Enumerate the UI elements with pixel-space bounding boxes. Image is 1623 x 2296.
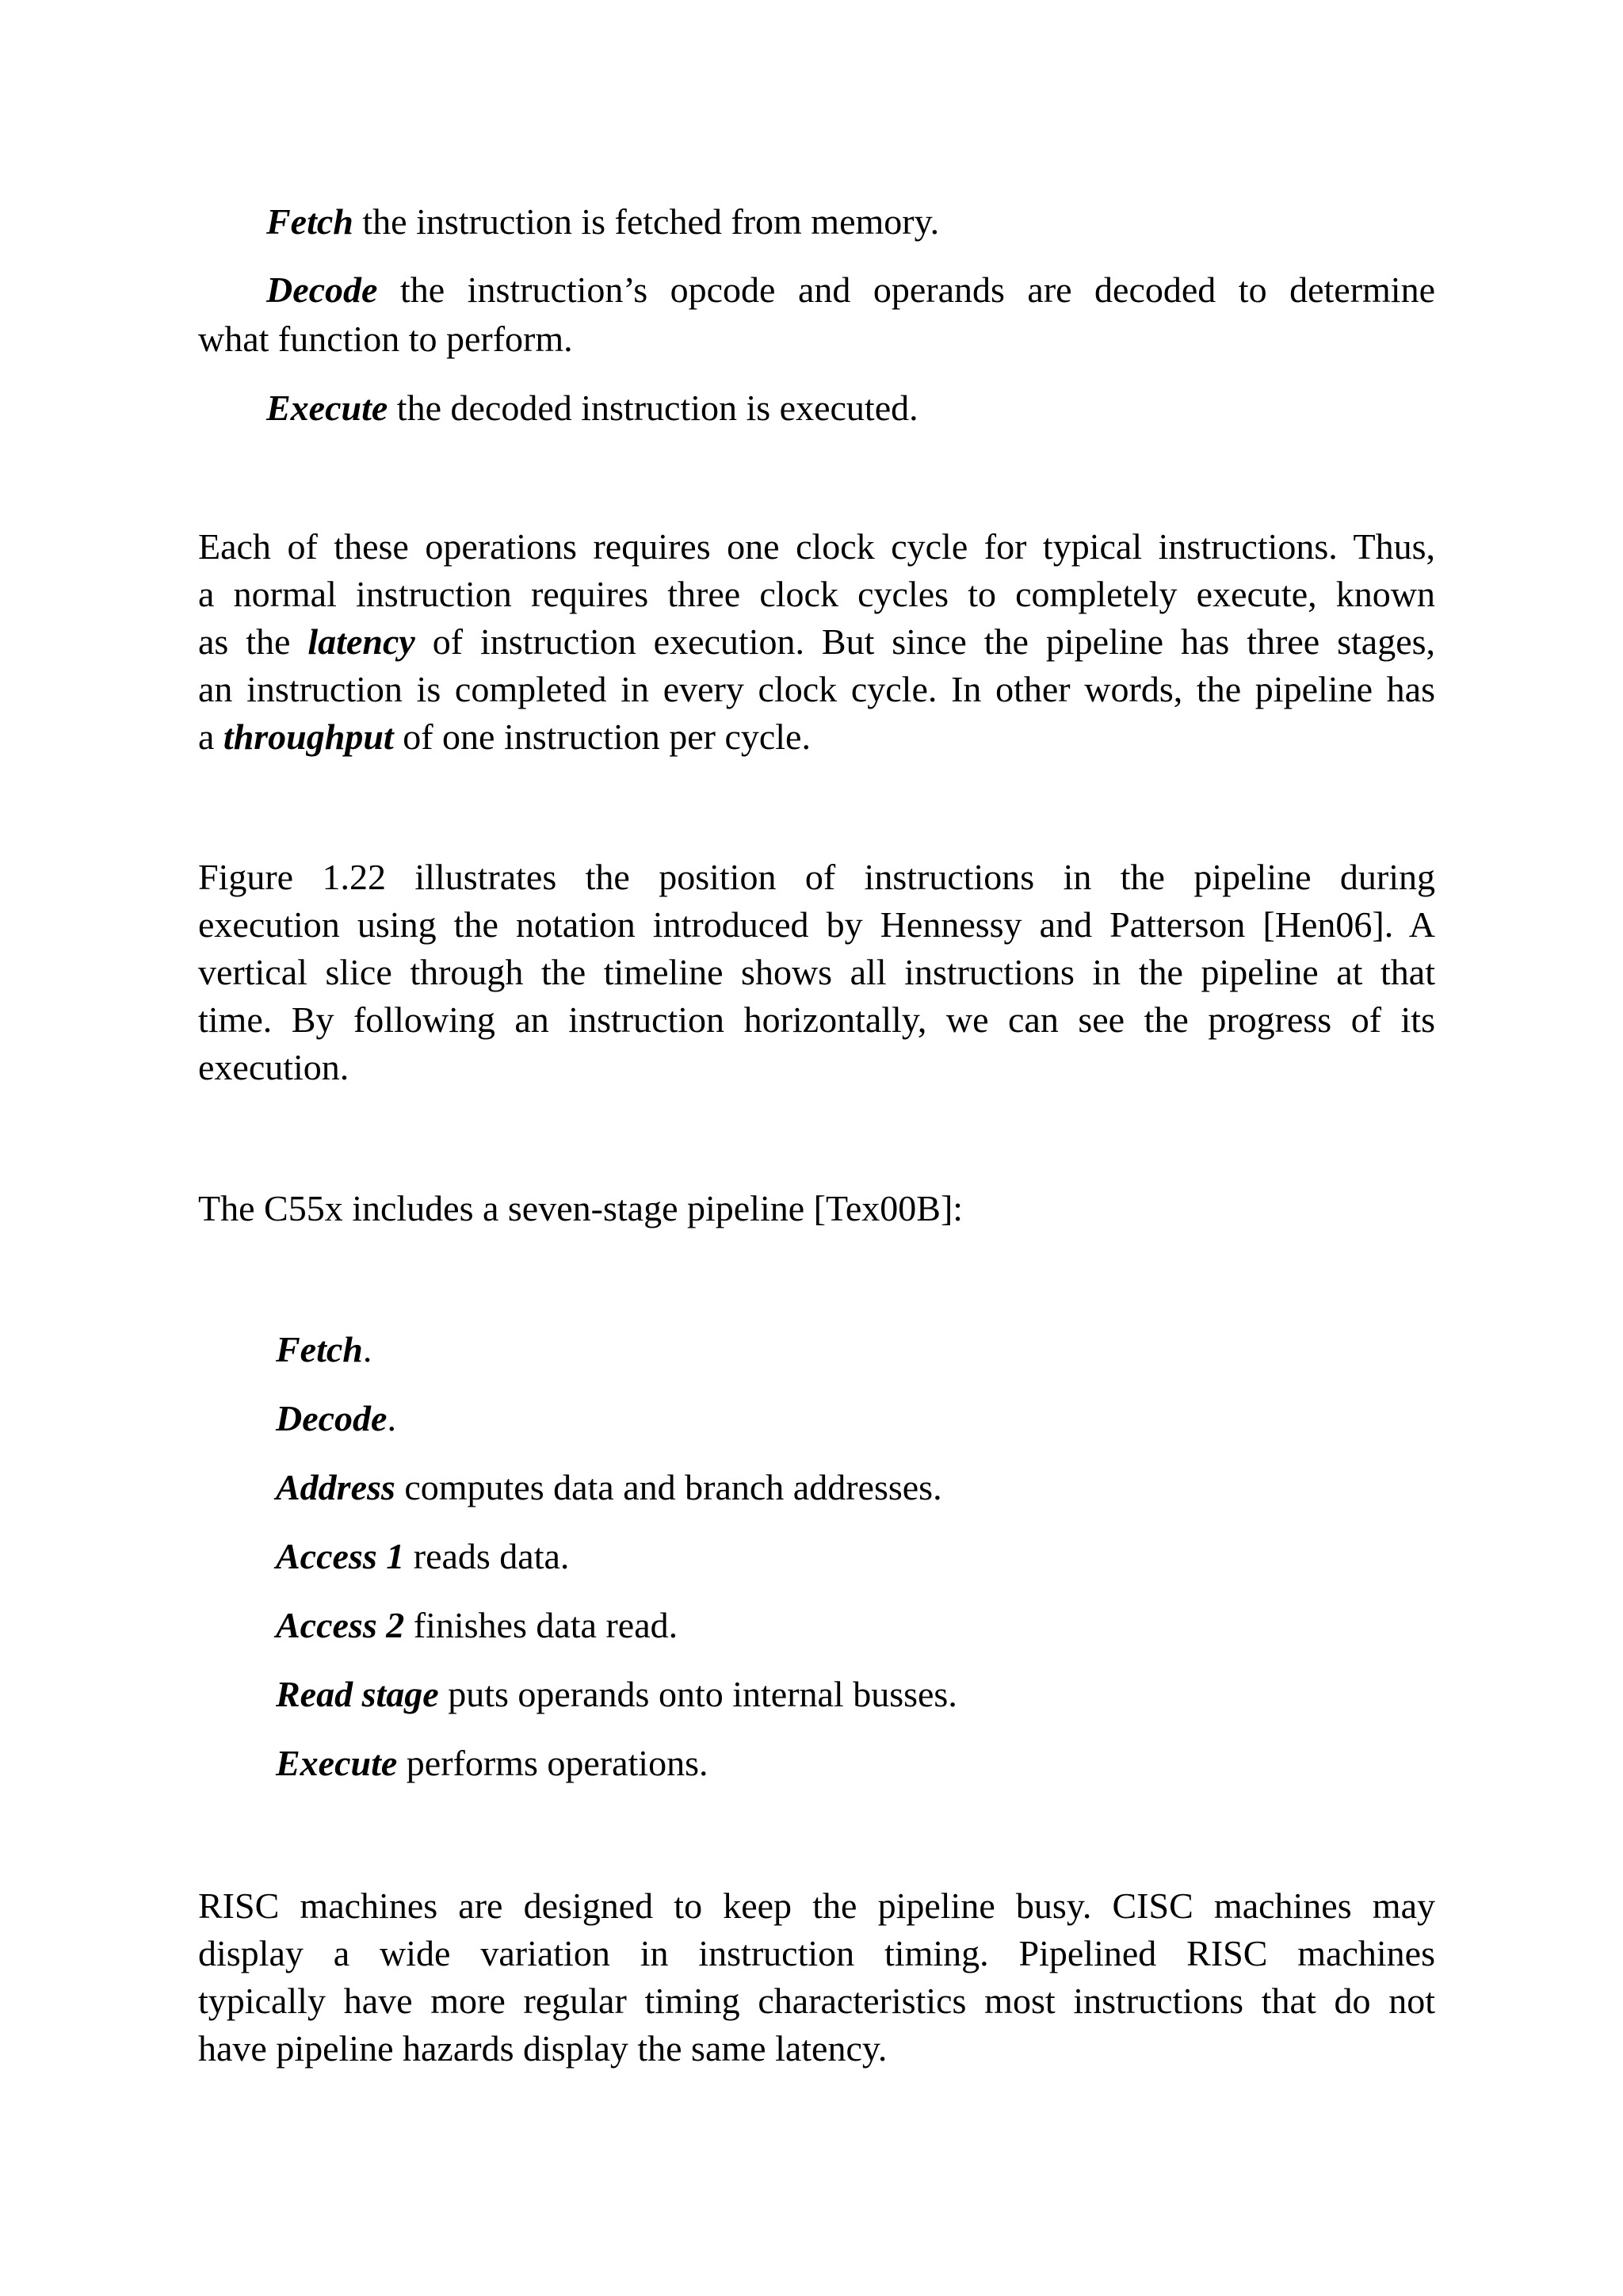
- stage-read: Read stage: [276, 1674, 439, 1714]
- list1-item-execute: [266, 384, 918, 432]
- stage-access1-desc: reads data.: [404, 1536, 570, 1576]
- para3-line1: The C55x includes a seven-stage pipeline [Tex00B]:: [198, 1188, 964, 1228]
- term-latency: latency: [307, 621, 415, 662]
- list2-item-decode: [276, 1395, 396, 1442]
- definition-fetch: the instruction is fetched from memory.: [353, 201, 940, 242]
- para1-line3-pre: as the: [198, 621, 308, 662]
- para4-line3: typically have more regular timing characteristics most instructions that do not: [198, 1981, 1435, 2021]
- stage-access2: Access 2: [276, 1605, 405, 1645]
- stage-access1: Access 1: [276, 1536, 405, 1576]
- definition-execute: the decoded instruction is executed.: [388, 388, 918, 428]
- para1-line2: a normal instruction requires three clock cycles to completely execute, known: [198, 574, 1435, 614]
- list1-item-decode: [266, 266, 1435, 314]
- term-fetch: Fetch: [266, 201, 353, 242]
- term-execute: Execute: [266, 388, 388, 428]
- stage-read-desc: puts operands onto internal busses.: [438, 1674, 957, 1714]
- stage-decode: Decode: [276, 1398, 388, 1438]
- stage-execute: Execute: [276, 1743, 398, 1783]
- para4-line1: RISC machines are designed to keep the pipeline busy. CISC machines may: [198, 1885, 1435, 1926]
- list2-item-access1: [276, 1533, 569, 1580]
- stage-fetch: Fetch: [276, 1329, 363, 1370]
- para1-line5: [198, 713, 811, 761]
- para1-line3: [198, 618, 1435, 666]
- para2-line3: vertical slice through the timeline shows all instructions in the pipeline at that: [198, 952, 1435, 992]
- term-throughput: throughput: [223, 716, 394, 757]
- para1-line5-pre: a: [198, 716, 223, 757]
- definition-decode: the instruction’s opcode and operands are decoded to determine: [377, 269, 1435, 310]
- para1-line3-post: of instruction execution. But since the pipeline has three stages,: [414, 621, 1436, 662]
- list2-item-read-stage: [276, 1671, 957, 1718]
- para2-line1: Figure 1.22 illustrates the position of instructions in the pipeline during: [198, 857, 1435, 897]
- stage-decode-desc: .: [387, 1398, 396, 1438]
- para1-line4: an instruction is completed in every clock cycle. In other words, the pipeline has: [198, 669, 1435, 709]
- term-decode: Decode: [266, 269, 378, 310]
- stage-execute-desc: performs operations.: [397, 1743, 708, 1783]
- para4-line4: have pipeline hazards display the same latency.: [198, 2028, 888, 2069]
- stage-address-desc: computes data and branch addresses.: [395, 1467, 942, 1507]
- stage-fetch-desc: .: [362, 1329, 372, 1370]
- para4-line2: display a wide variation in instruction timing. Pipelined RISC machines: [198, 1933, 1435, 1973]
- para1-line5-post: of one instruction per cycle.: [393, 716, 811, 757]
- para2-line5: execution.: [198, 1047, 349, 1087]
- stage-address: Address: [276, 1467, 395, 1507]
- para2-line2: execution using the notation introduced by Hennessy and Patterson [Hen06]. A: [198, 904, 1435, 945]
- list1-item-fetch: [266, 198, 939, 246]
- stage-access2-desc: finishes data read.: [404, 1605, 678, 1645]
- para1-line1: Each of these operations requires one clock cycle for typical instructions. Thus,: [198, 526, 1435, 567]
- list2-item-access2: [276, 1602, 678, 1649]
- para2-line4: time. By following an instruction horizontally, we can see the progress of its: [198, 999, 1435, 1040]
- list2-item-address: [276, 1464, 942, 1511]
- list1-item-decode-cont: what function to perform.: [198, 319, 573, 359]
- list2-item-execute: [276, 1740, 708, 1787]
- list2-item-fetch: [276, 1326, 372, 1373]
